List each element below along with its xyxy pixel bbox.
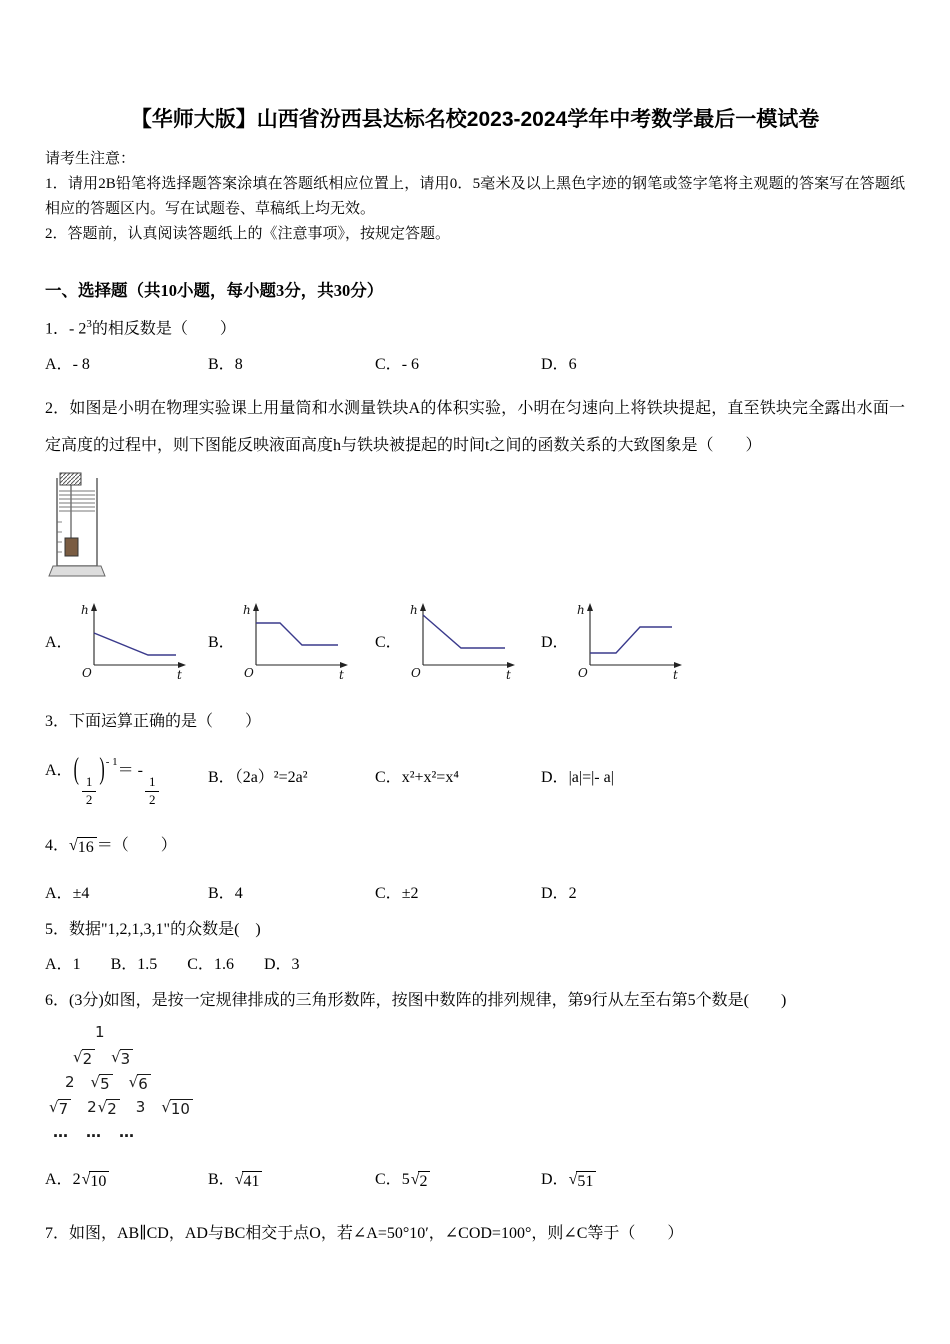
q1-option-d-text: 6 [568, 355, 577, 373]
page-title: 【华师大版】山西省汾西县达标名校2023-2024学年中考数学最后一模试卷 [130, 108, 820, 131]
triangle-row-1: 1 [95, 1023, 105, 1042]
q4-option-b: B．4 [208, 885, 243, 903]
q1-option-b-text: 8 [234, 355, 243, 373]
q3-a-fraction-2: $\frac{1}{2}$ [145, 775, 160, 808]
graph-c-curve [423, 615, 505, 648]
q3-stem: 3．下面运算正确的是（ ） [45, 712, 262, 730]
q3-option-c-text: x²+x²=x⁴ [401, 769, 459, 787]
graph-a-curve [94, 633, 176, 655]
q4-sqrt-16: √ 16 [69, 837, 97, 857]
q1-stem-prefix: 1．- 2 [45, 320, 87, 338]
q3-option-c [375, 765, 541, 791]
q1-exponent: 3 [86, 318, 92, 331]
q1-option-a-label: A． [45, 355, 73, 373]
q6-triangle-number-array [49, 1024, 905, 1149]
q7-stem: 7．如图，AB∥CD，AD与BC相交于点O，若∠A=50°10′，∠COD=100°，则∠C等于（ ） [45, 1225, 684, 1243]
q4-stem-prefix: 4． [45, 837, 70, 855]
q3-option-d-label: D． [541, 769, 569, 787]
graph-d-ylabel: h [576, 602, 585, 617]
q1-stem-suffix: 的相反数是（ ） [91, 320, 236, 338]
graph-d-curve [590, 627, 672, 653]
triangle-row-4: √ 7 2 √ 2 3 √ 10 [49, 1099, 905, 1124]
graph-d-xlabel: t [672, 667, 678, 682]
q4-option-a: A．±4 [45, 885, 90, 903]
triangle-row-3: 2 √ 5 √ 6 [49, 1074, 905, 1099]
q3-option-d-text: |a|=|- a| [568, 769, 614, 787]
q6-option-a: A． 2 √ 10 [45, 1167, 208, 1193]
q3-a-rparen: ) [99, 753, 105, 786]
graph-d-figure [573, 601, 687, 685]
q6-option-c: C． 5 √ 2 [375, 1167, 541, 1193]
q4-option-c: C．±2 [375, 885, 419, 903]
q3-option-c-label: C． [375, 769, 402, 787]
q3-option-b-text: （2a）²=2a² [234, 769, 308, 787]
q1-option-c-label: C． [375, 355, 402, 373]
q3-options [45, 749, 905, 808]
q5-option-a: A．1 [45, 956, 81, 974]
graph-b-origin: O [243, 665, 254, 680]
q1-option-c [375, 352, 541, 378]
q4-stem [45, 833, 905, 859]
q2-graph-a-label: A． [45, 633, 73, 651]
q6-options [45, 1167, 905, 1193]
q4-options [45, 881, 905, 907]
q1-option-a-text: - 8 [72, 355, 90, 373]
q3-option-d [541, 765, 905, 791]
triangle-row-2: √ 2 √ 3 [49, 1049, 905, 1074]
q3-a-fraction-1: $\frac{1}{2}$ [82, 775, 97, 808]
graph-a-xlabel: t [176, 667, 182, 682]
q1-options [45, 352, 905, 378]
q6-option-b: B． √ 41 [208, 1167, 375, 1193]
q3-a-lparen: ( [73, 753, 79, 786]
notice-line-2: 2．答题前，认真阅读答题纸上的《注意事项》，按规定答题。 [45, 226, 451, 243]
candidate-notice [45, 147, 905, 247]
graph-c-origin: O [410, 665, 421, 680]
q2-graph-option-b [208, 601, 375, 685]
q2-graph-option-c [375, 601, 541, 685]
q4-option-d: D．2 [541, 885, 577, 903]
q3-option-b [208, 765, 375, 791]
q3-option-b-label: B． [208, 769, 235, 787]
q1-option-c-text: - 6 [401, 355, 420, 373]
q4-stem-suffix: ＝（ ） [96, 837, 177, 855]
q2-graph-option-a [45, 601, 208, 685]
q6-option-d: D． √ 51 [541, 1167, 905, 1193]
graph-b-curve [256, 623, 338, 645]
q1-option-b-label: B． [208, 355, 235, 373]
q2-graph-options [45, 601, 905, 685]
graph-a-figure [77, 601, 191, 685]
q2-graph-c-label: C． [375, 633, 402, 651]
q1-option-d [541, 352, 905, 378]
section-1-heading: 一、选择题（共10小题，每小题3分，共30分） [45, 281, 384, 301]
triangle-row-ellipsis: … … … [53, 1123, 136, 1142]
q5-option-c: C．1.6 [187, 956, 234, 974]
q6-stem: 6．(3分)如图，是按一定规律排成的三角形数阵，按图中数阵的排列规律，第9行从左至右第5个数是( ) [45, 992, 787, 1010]
q2-stem: 2．如图是小明在物理实验课上用量筒和水测量铁块A的体积实验，小明在匀速向上将铁块提起，直至铁块完全露出水面一定高度的过程中，则下图能反映液面高度h与铁块被提起的时间t之间的函数关系的大致图象是（ ） [45, 399, 905, 454]
q1-option-d-label: D． [541, 355, 569, 373]
q5-stem: 5．数据"1,2,1,3,1"的众数是( ) [45, 921, 261, 939]
graph-c-ylabel: h [409, 602, 418, 617]
graph-c-figure [406, 601, 520, 685]
q5-option-d: D．3 [263, 956, 300, 974]
graph-a-origin: O [81, 665, 92, 680]
graph-b-xlabel: t [338, 667, 344, 682]
q2-graph-option-d [541, 601, 905, 685]
q3-option-a-label: A． [45, 761, 73, 779]
measuring-cylinder-illustration [47, 472, 111, 580]
q3-a-equals: ＝ - [117, 761, 143, 779]
graph-b-figure [239, 601, 353, 685]
q5-options [45, 952, 905, 978]
notice-line-1: 1．请用2B铅笔将选择题答案涂填在答题纸相应位置上，请用0．5毫米及以上黑色字迹的钢笔或签字笔将主观题的答案写在答题纸相应的答题区内。写在试题卷、草稿纸上均无效。 [45, 176, 905, 218]
q2-graph-b-label: B． [208, 633, 235, 651]
q1-option-a [45, 352, 208, 378]
q2-graph-d-label: D． [541, 633, 569, 651]
graph-a-ylabel: h [80, 602, 89, 617]
graph-b-ylabel: h [242, 602, 251, 617]
notice-header: 请考生注意： [45, 151, 136, 168]
q5-option-b: B．1.5 [110, 956, 158, 974]
graph-d-origin: O [577, 665, 588, 680]
q3-a-exponent: - 1 [105, 755, 118, 768]
q3-option-a [45, 749, 208, 808]
q1-stem [45, 311, 905, 342]
beaker-figure [47, 472, 905, 585]
graph-c-xlabel: t [505, 667, 511, 682]
q1-option-b [208, 352, 375, 378]
